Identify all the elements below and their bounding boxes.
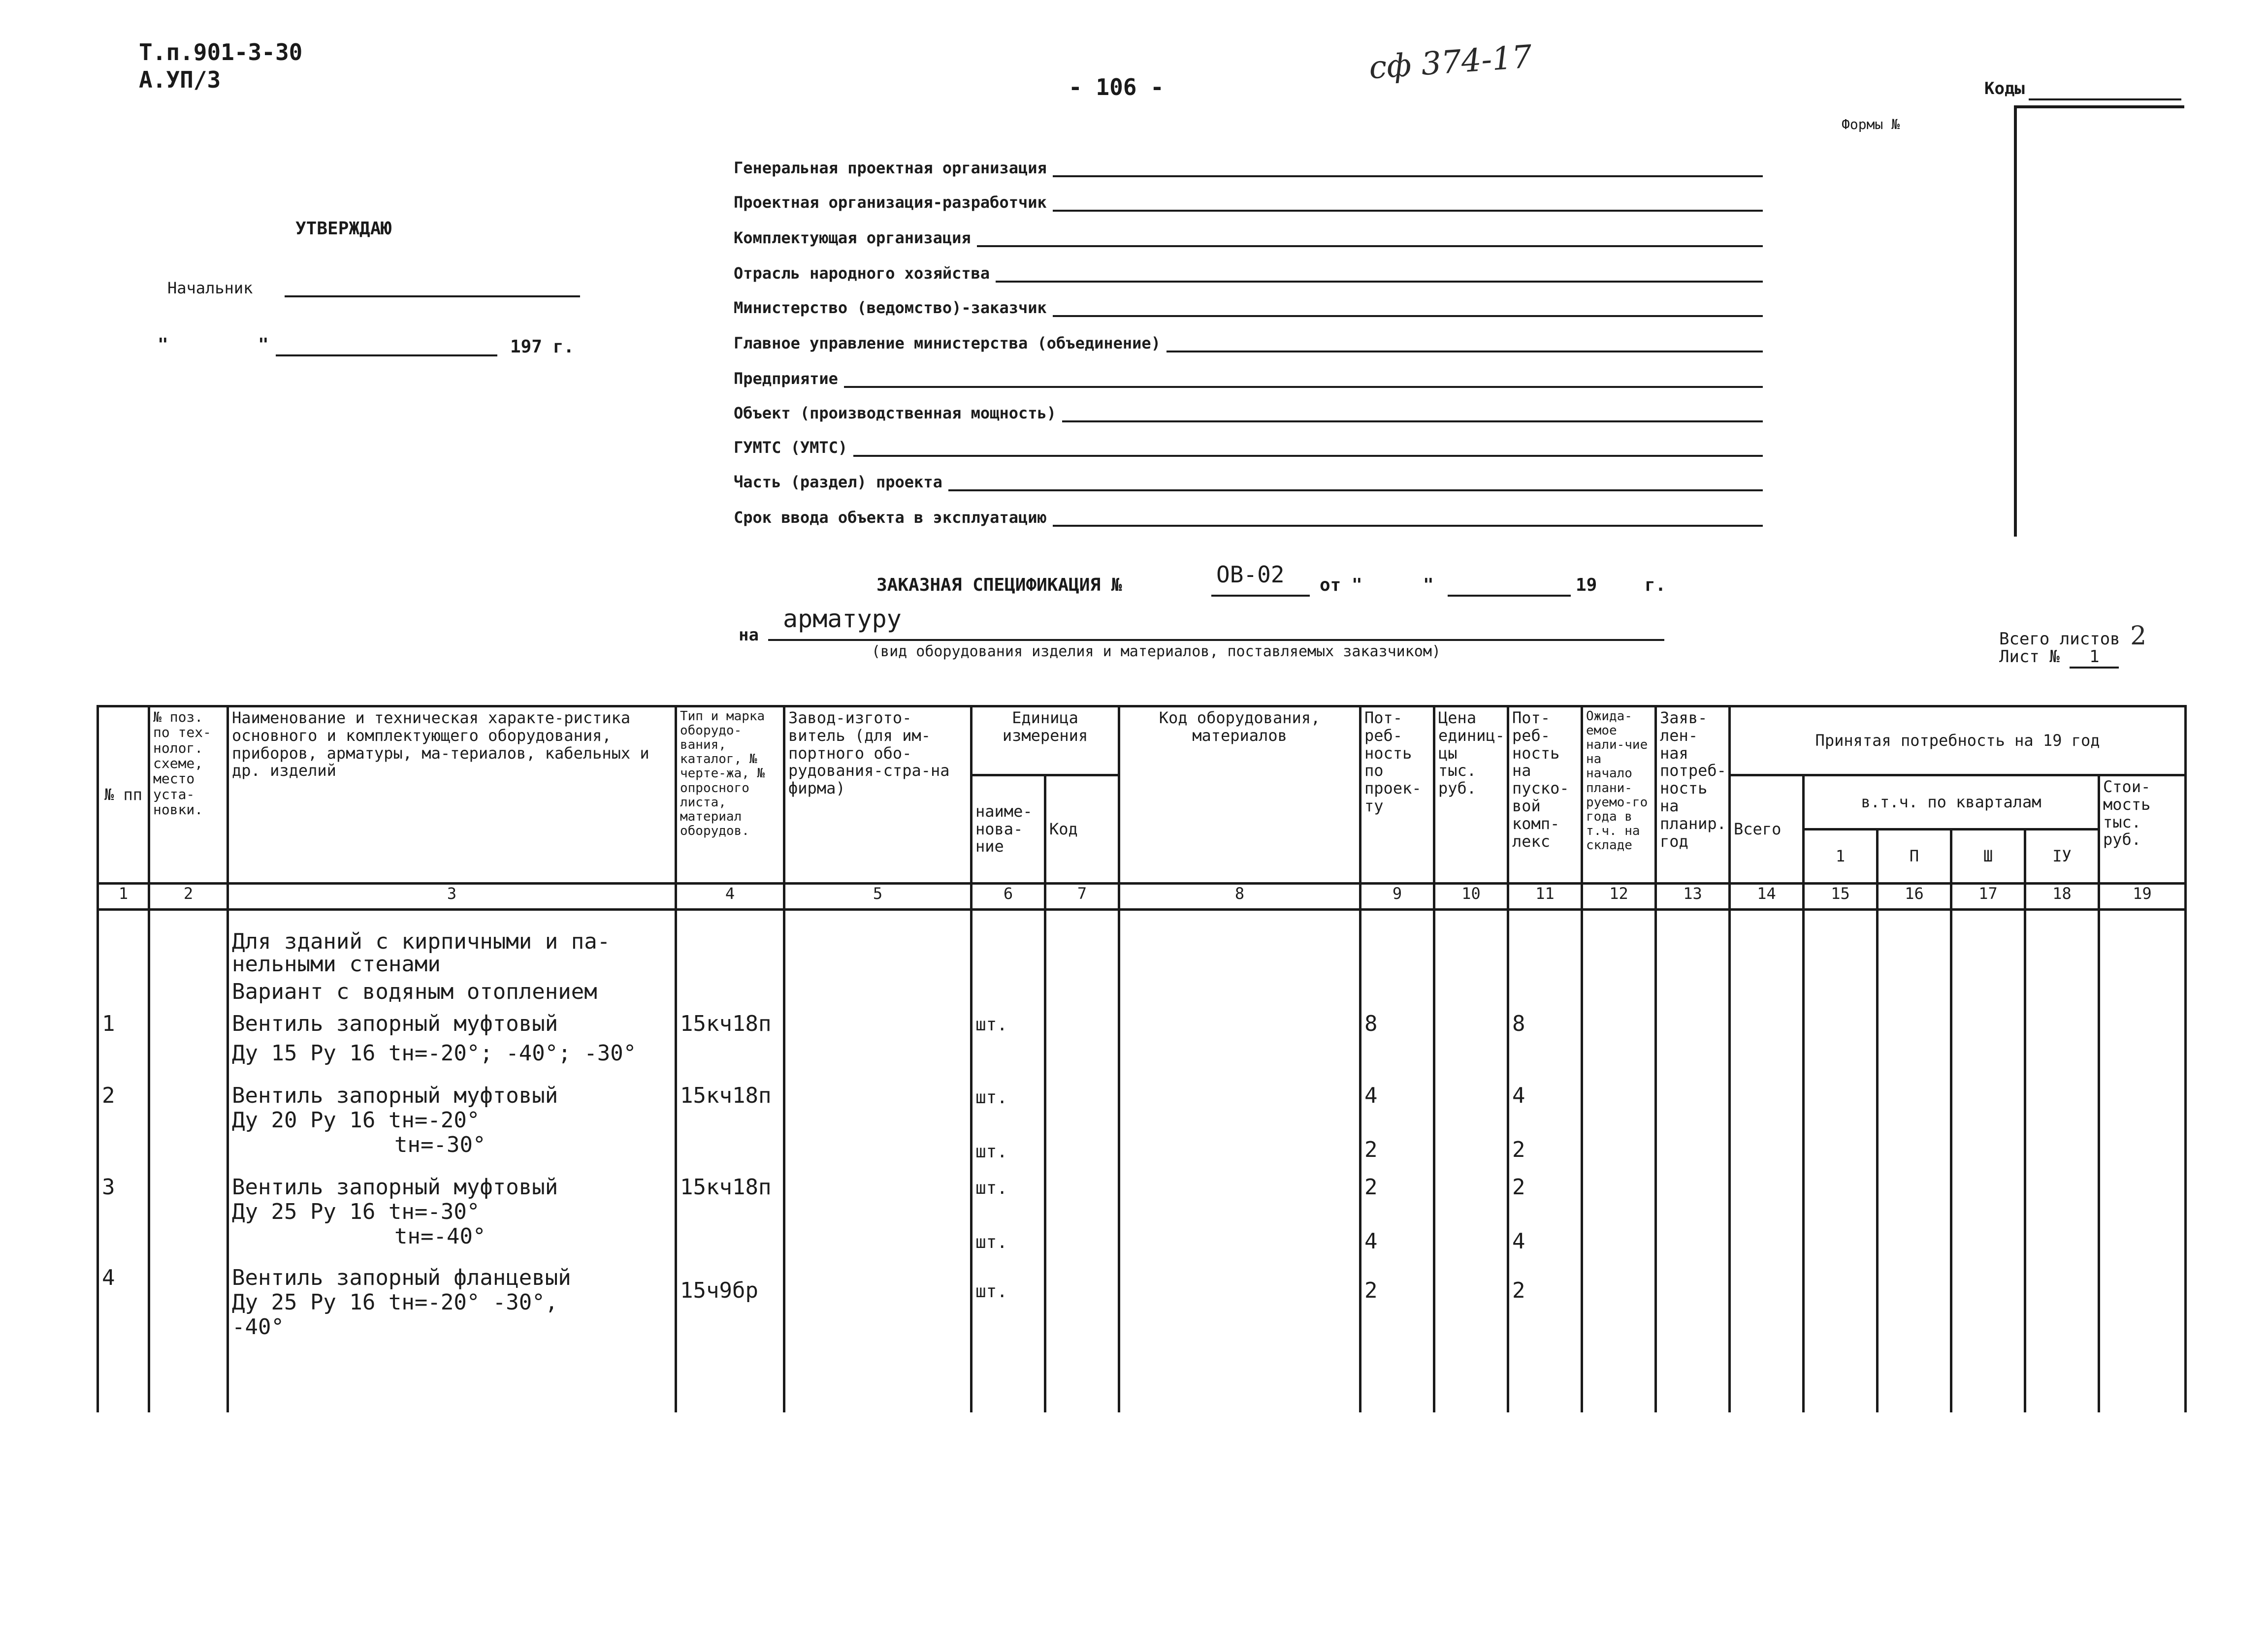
approval-date-close-quote: " [258,335,269,355]
row-number: 2 [98,1074,149,1174]
header-unit-name: наиме-нова-ние [972,775,1045,884]
section-heading [228,910,676,1006]
header-accepted-need: Принятая потребность на 19 год [1730,706,2186,775]
header-equipment-code: Код оборудования, материалов [1119,706,1361,884]
approval-chief-signature-line [285,295,580,297]
header-unit: Единица измерения [972,706,1119,775]
item-need-project-value: 8 [1364,1011,1378,1036]
item-need-launch [1508,1006,1582,1074]
item-need-project [1361,1074,1434,1174]
column-number: 2 [149,884,228,910]
item-need-launch-value: 2 [1512,1277,1525,1303]
header-need-launch: Пот-реб-ность на пуско-вой комп-лекс [1508,706,1582,884]
org-field-line[interactable] [853,443,1763,457]
total-sheets [1999,621,2146,651]
doc-reference [139,38,302,94]
item-name-line: -40° [232,1314,284,1340]
column-number-row [98,884,2186,910]
row-number: 3 [98,1174,149,1265]
org-field-main-directorate [734,334,1763,352]
approval-date-line [276,354,497,356]
org-field-object [734,404,1763,422]
spec-date-line [1448,595,1571,597]
org-field-completing [734,228,1763,247]
forms-label: Формы № [1842,116,1900,132]
org-field-label: Срок ввода объекта в эксплуатацию [734,508,1047,527]
table-row [98,1265,2186,1412]
item-need-project [1361,1006,1434,1074]
item-unit [972,1074,1045,1174]
item-unit-value: шт. [975,1014,1008,1035]
codes-label: Коды [1984,79,2025,98]
spec-from-label: от " [1320,575,1362,595]
spec-on-label: на [739,625,759,645]
section-row [98,910,2186,1006]
header-quarter-1: 1 [1804,830,1878,884]
item-name-line: Вентиль запорный муфтовый [232,1011,558,1036]
header-expected-stock: Ожида-емое нали-чие на начало плани-руемо-го года в т.ч. на складе [1582,706,1656,884]
item-need-project-value: 2 [1364,1137,1378,1162]
item-need-project-value: 2 [1364,1277,1378,1303]
item-unit-value: шт. [975,1141,1008,1162]
item-need-launch [1508,1074,1582,1174]
doc-reference-line2: А.УП/3 [139,66,221,93]
header-quarter-4: IУ [2025,830,2099,884]
item-name [228,1265,676,1412]
org-field-line[interactable] [844,374,1763,388]
org-field-line[interactable] [1053,163,1763,177]
org-field-line[interactable] [1053,513,1763,527]
item-need-project-value: 4 [1364,1083,1378,1108]
header-need-project: Пот-реб-ность по проек-ту [1361,706,1434,884]
spec-year-suffix: г. [1645,575,1666,595]
column-number: 18 [2025,884,2099,910]
header-name: Наименование и техническая характе-ристика основного и комплектующего оборудования, приборов, арматуры, ма-териалов, кабельных и др. изделий [228,706,676,884]
item-need-launch-value: 2 [1512,1174,1525,1200]
item-type: 15кч18п [676,1006,784,1074]
header-declared-need: Заяв-лен-ная потреб-ность на планир. год [1656,706,1730,884]
row-number: 4 [98,1265,149,1412]
spec-number-line [1211,595,1310,597]
org-field-label: Главное управление министерства (объединение) [734,334,1161,352]
item-name-line: tн=-30° [394,1132,486,1157]
table-row [98,1174,2186,1265]
org-field-commissioning-date [734,508,1763,527]
item-type: 15кч18п [676,1174,784,1265]
item-unit-value: шт. [975,1281,1008,1302]
header-position: № поз. по тех-нолог. схеме, место уста-новки. [149,706,228,884]
header-quarter-2: П [1878,830,1951,884]
column-number: 8 [1119,884,1361,910]
column-number: 14 [1730,884,1804,910]
org-field-line[interactable] [996,269,1763,283]
table-row [98,1074,2186,1174]
item-name-line: Вентиль запорный муфтовый [232,1083,558,1108]
item-unit-value: шт. [975,1178,1008,1198]
spec-quote-close: " [1423,575,1434,595]
item-need-project-value: 2 [1364,1174,1378,1200]
item-name-line: Ду 15 Ру 16 tн=-20°; -40°; -30° [232,1040,637,1066]
column-number: 17 [1951,884,2025,910]
item-need-launch [1508,1265,1582,1412]
column-number: 9 [1361,884,1434,910]
org-field-industry [734,264,1763,283]
header-manufacturer: Завод-изгото-витель (для им-портного обо-рудования-стра-на фирма) [784,706,972,884]
org-field-general [734,159,1763,177]
column-number: 15 [1804,884,1878,910]
item-need-launch-value: 2 [1512,1137,1525,1162]
org-field-label: Предприятие [734,369,838,388]
org-field-project-part [734,473,1763,491]
org-field-ministry [734,298,1763,317]
column-number: 13 [1656,884,1730,910]
approval-title: УТВЕРЖДАЮ [295,219,392,239]
org-field-label: Генеральная проектная организация [734,159,1047,177]
column-number: 5 [784,884,972,910]
handwritten-code: сф 374-17 [1367,38,1533,87]
section-subtitle: Вариант с водяным отоплением [232,979,597,1005]
item-unit-value: шт. [975,1087,1008,1108]
org-field-line[interactable] [1166,339,1763,352]
item-unit-value: шт. [975,1232,1008,1252]
row-number: 1 [98,1006,149,1074]
item-name [228,1174,676,1265]
org-field-developer [734,193,1763,212]
item-need-launch-value: 4 [1512,1228,1525,1254]
org-field-label: ГУМТС (УМТС) [734,438,848,457]
org-field-line[interactable] [977,233,1763,247]
column-number: 6 [972,884,1045,910]
spec-number: ОВ-02 [1216,561,1285,588]
org-field-label: Часть (раздел) проекта [734,473,942,491]
total-sheets-value: 2 [2130,621,2147,651]
codes-box [2014,105,2184,537]
codes-label-line [2029,98,2181,100]
header-by-quarter: в.т.ч. по кварталам [1804,775,2099,830]
doc-reference-line1: Т.п.901-3-30 [139,39,303,65]
item-name-line: Ду 20 Ру 16 tн=-20° [232,1107,480,1133]
column-number: 19 [2099,884,2186,910]
org-field-label: Отрасль народного хозяйства [734,264,990,283]
sheet-number-label: Лист № [1999,647,2060,667]
header-row-number: № пп [98,706,149,884]
item-type: 15кч18п [676,1074,784,1174]
item-name [228,1074,676,1174]
org-field-line[interactable] [1062,409,1763,422]
sheet-number-value: 1 [2070,647,2119,669]
section-title: Для зданий с кирпичными и па-нельными стенами [232,929,611,977]
org-field-line[interactable] [1053,303,1763,317]
org-field-gumts [734,438,1763,457]
spec-subject-line [768,639,1664,641]
approval-year: 197 г. [510,337,575,357]
spec-year: 19 [1576,575,1597,595]
column-number: 4 [676,884,784,910]
item-need-launch-value: 4 [1512,1083,1525,1108]
sheet-number [1999,647,2119,669]
item-name-line: Ду 25 Ру 16 tн=-20° -30°, [232,1289,558,1315]
header-total: Всего [1730,775,1804,884]
item-name-line: Вентиль запорный фланцевый [232,1265,571,1290]
column-number: 11 [1508,884,1582,910]
item-need-launch-value: 8 [1512,1011,1525,1036]
approval-chief-label: Начальник [167,279,253,297]
spec-subject-note: (вид оборудования изделия и материалов, поставляемых заказчиком) [872,643,1441,660]
item-type: 15ч9бр [676,1265,784,1412]
header-type: Тип и марка оборудо-вания, каталог, № черте-жа, № опросного листа, материал оборудов. [676,706,784,884]
org-field-line[interactable] [1053,198,1763,212]
item-need-launch [1508,1174,1582,1265]
header-quarter-3: Ш [1951,830,2025,884]
header-price: Цена единиц-цы тыс. руб. [1434,706,1508,884]
column-number: 10 [1434,884,1508,910]
org-field-line[interactable] [948,478,1763,491]
item-name-line: Ду 25 Ру 16 tн=-30° [232,1199,480,1224]
item-name-line: Вентиль запорный муфтовый [232,1174,558,1200]
org-field-label: Министерство (ведомство)-заказчик [734,298,1047,317]
item-need-project-value: 4 [1364,1228,1378,1254]
item-need-project [1361,1174,1434,1265]
column-number: 1 [98,884,149,910]
approval-date-open-quote: " [158,335,168,355]
org-field-label: Проектная организация-разработчик [734,193,1047,212]
column-number: 12 [1582,884,1656,910]
item-unit [972,1265,1045,1412]
item-need-project [1361,1265,1434,1412]
table-row [98,1006,2186,1074]
column-number: 16 [1878,884,1951,910]
header-unit-code: Код [1045,775,1119,884]
column-number: 3 [228,884,676,910]
org-field-enterprise [734,369,1763,388]
org-field-label: Объект (производственная мощность) [734,404,1057,422]
total-sheets-label: Всего листов [1999,629,2120,649]
header-cost: Стои-мость тыс. руб. [2099,775,2186,884]
item-unit [972,1006,1045,1074]
item-name [228,1006,676,1074]
org-field-label: Комплектующая организация [734,228,971,247]
specification-table [97,705,2187,1412]
column-number: 7 [1045,884,1119,910]
spec-title-label: ЗАКАЗНАЯ СПЕЦИФИКАЦИЯ № [876,575,1122,595]
spec-subject: арматуру [783,605,902,633]
item-unit [972,1174,1045,1265]
page-number: - 106 - [1069,74,1164,100]
item-name-line: tн=-40° [394,1223,486,1249]
